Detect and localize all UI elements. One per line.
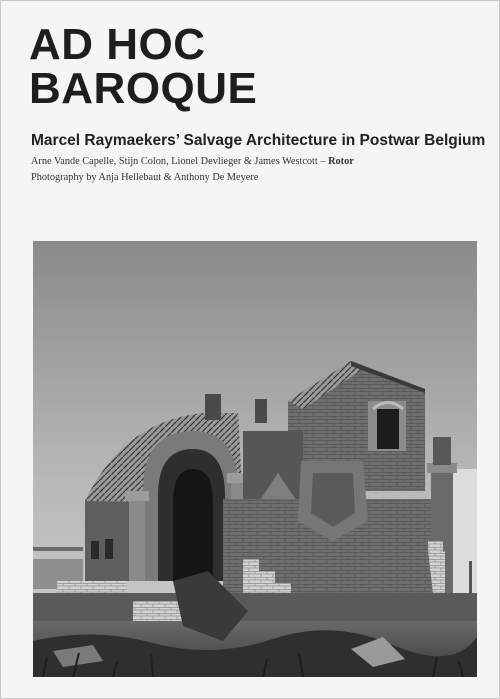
- cover-photograph: [33, 241, 477, 677]
- authors-names: Arne Vande Capelle, Stijn Colon, Lionel Devlieger & James Westcott –: [31, 156, 326, 167]
- book-subtitle: Marcel Raymaekers’ Salvage Architecture in Postwar Belgium: [31, 132, 486, 149]
- title-line-1: AD HOC: [29, 20, 206, 69]
- authors-group: Rotor: [328, 156, 354, 167]
- photography-credit: Photography by Anja Hellebaut & Anthony De Meyere: [31, 172, 259, 183]
- authors-line: [31, 156, 354, 167]
- title-line-2: BAROQUE: [29, 64, 258, 113]
- book-title: [29, 20, 258, 113]
